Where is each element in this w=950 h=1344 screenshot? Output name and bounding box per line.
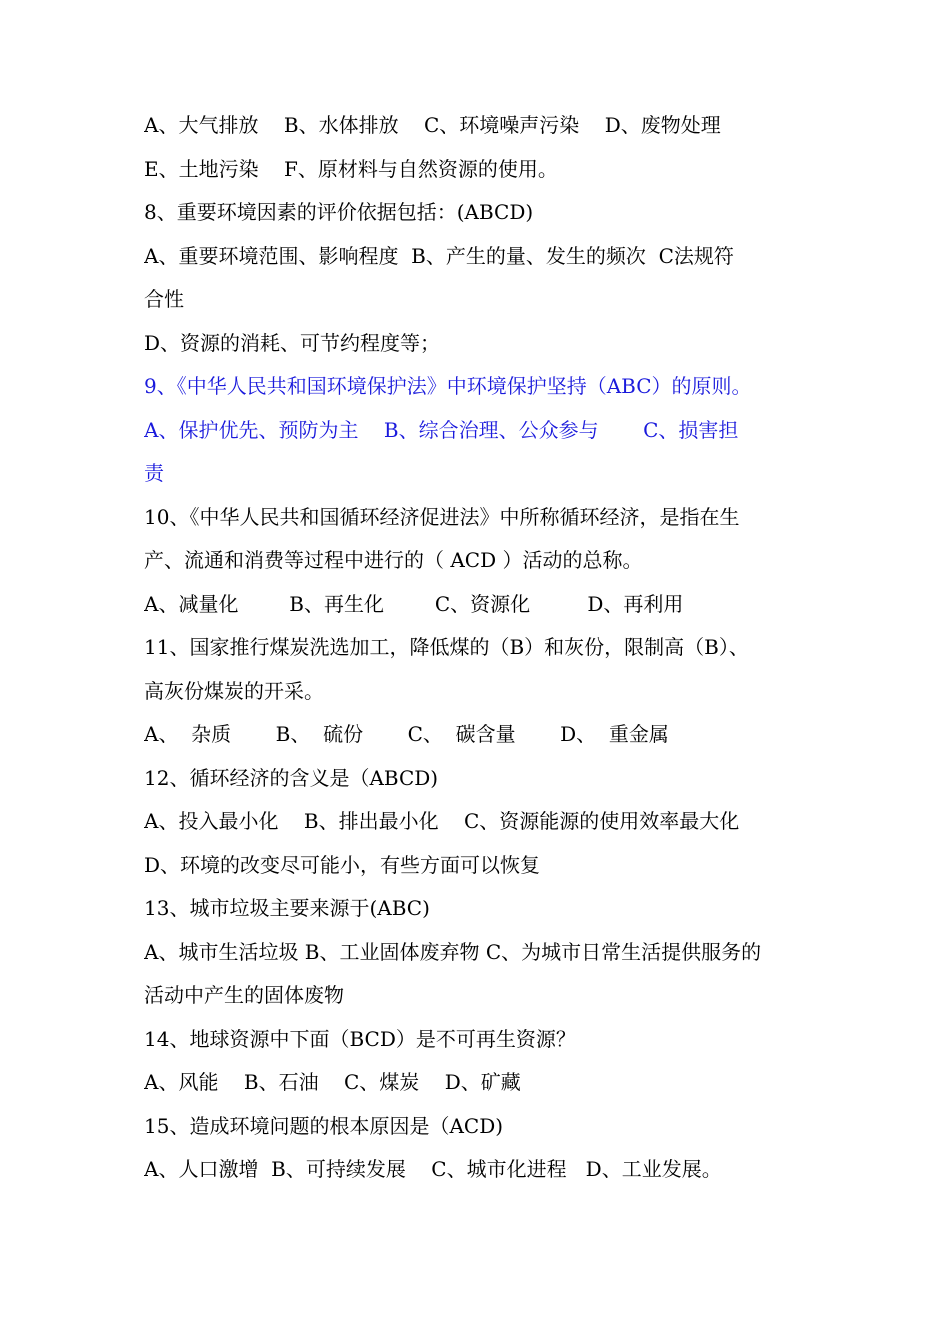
text-line: A、减量化 B、再生化 C、资源化 D、再利用 (144, 591, 684, 616)
text-line: 11、国家推行煤炭洗选加工，降低煤的（B）和灰份，限制高（B）、 (144, 635, 749, 659)
text-line: 责 (144, 461, 164, 485)
text-line: 8、重要环境因素的评价依据包括：(ABCD) (144, 200, 534, 224)
text-line: 12、循环经济的含义是（ABCD) (144, 765, 439, 790)
text-line: A、风能 B、石油 C、煤炭 D、矿藏 (144, 1070, 521, 1094)
text-line: 合性 (144, 287, 184, 311)
text-line: 13、城市垃圾主要来源于(ABC) (144, 896, 430, 920)
text-line: A、保护优先、预防为主 B、综合治理、公众参与 C、损害担 (144, 417, 739, 442)
text-line: A、投入最小化 B、排出最小化 C、资源能源的使用效率最大化 (144, 809, 740, 833)
text-line: 10、《中华人民共和国循环经济促进法》中所称循环经济，是指在生 (144, 504, 740, 529)
text-line: 产、流通和消费等过程中进行的（ ACD ）活动的总称。 (144, 548, 643, 572)
text-line: 9、《中华人民共和国环境保护法》中环境保护坚持（ABC）的原则。 (144, 374, 752, 398)
text-line: D、资源的消耗、可节约程度等； (144, 330, 441, 355)
text-line: D、环境的改变尽可能小，有些方面可以恢复 (144, 852, 541, 877)
text-line: A、大气排放 B、水体排放 C、环境噪声污染 D、废物处理 (144, 113, 721, 137)
text-line: A、城市生活垃圾 B、工业固体废弃物 C、为城市日常生活提供服务的 (144, 939, 762, 964)
text-line: A、重要环境范围、影响程度 B、产生的量、发生的频次 C法规符 (144, 243, 734, 268)
text-line: 活动中产生的固体废物 (144, 983, 344, 1007)
text-line: E、土地污染 F、原材料与自然资源的使用。 (144, 156, 558, 181)
text-line: A、人口激增 B、可持续发展 C、城市化进程 D、工业发展。 (144, 1157, 722, 1181)
document-body (144, 104, 814, 1192)
text-line: 14、地球资源中下面（BCD）是不可再生资源？ (144, 1026, 576, 1051)
text-line: A、 杂质 B、 硫份 C、 碳含量 D、 重金属 (144, 722, 669, 746)
text-line: 高灰份煤炭的开采。 (144, 678, 324, 703)
text-line: 15、造成环境问题的根本原因是（ACD) (144, 1113, 504, 1138)
